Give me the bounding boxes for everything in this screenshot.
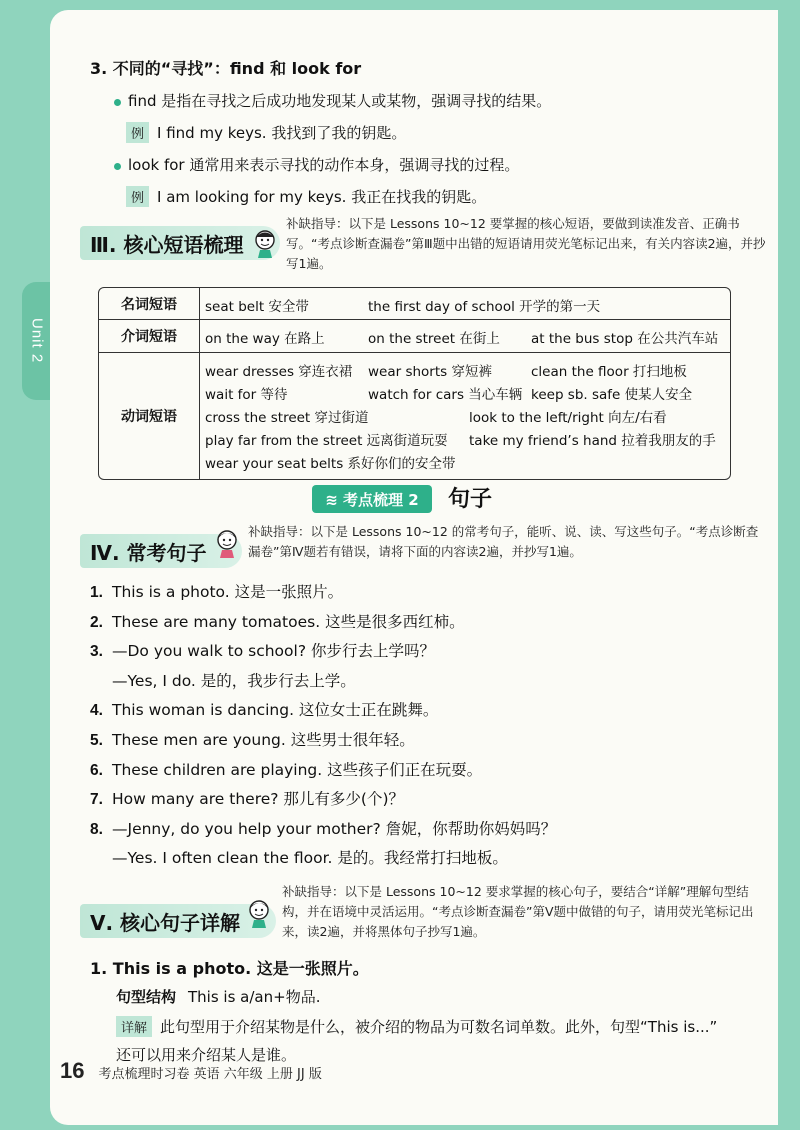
section-III-title: Ⅲ. 核心短语梳理 xyxy=(90,232,244,257)
kaodian-band: ≋ 考点梳理 2 xyxy=(312,485,432,513)
sentence-text: —Yes. I often clean the floor. 是的。我经常打扫地板。 xyxy=(112,849,508,868)
sentence-text: —Jenny, do you help your mother? 詹妮，你帮助你妈妈吗？ xyxy=(112,819,557,838)
sentence-item xyxy=(90,787,404,809)
sec3-example-2 xyxy=(126,186,486,207)
sentence-item xyxy=(90,639,435,661)
detail-tag: 详解 xyxy=(116,1016,152,1037)
sentence-item xyxy=(90,698,438,720)
sec3-example-1 xyxy=(126,122,406,143)
sentence-text: How many are there? 那儿有多少(个)？ xyxy=(112,790,405,809)
sentence-number: 5. xyxy=(90,732,103,749)
phrase: on the way 在路上 xyxy=(205,331,325,347)
structure-text: This is a/an+物品. xyxy=(188,988,321,1006)
sentence-item xyxy=(90,580,343,602)
sec3-title: 3. 不同的“寻找”：find 和 look for xyxy=(90,59,362,78)
sentence-number: 6. xyxy=(90,761,103,779)
sentence-number: 3. xyxy=(90,643,103,661)
section-V-title: Ⅴ. 核心句子详解 xyxy=(90,910,241,935)
sentence-text: This is a photo. 这是一张照片。 xyxy=(112,583,344,601)
footer xyxy=(60,1058,322,1084)
sentence-item xyxy=(90,846,508,868)
example-tag: 例 xyxy=(126,122,149,143)
phrase: clean the floor 打扫地板 xyxy=(531,364,687,380)
sec3-bullet-find: find 是指在寻找之后成功地发现某人或某物，强调寻找的结果。 xyxy=(128,92,552,110)
sentence-number: 8. xyxy=(90,820,103,838)
sentence-text: These men are young. 这些男士很年轻。 xyxy=(112,731,415,749)
sec3-bullet-lookfor: look for 通常用来表示寻找的动作本身，强调寻找的过程。 xyxy=(128,156,520,174)
detail-text-1: 此句型用于介绍某物是什么，被介绍的物品为可数名词单数。此外，句型“This is...” xyxy=(160,1018,718,1036)
unit-tab xyxy=(22,282,52,400)
structure-line xyxy=(116,986,320,1007)
section-IV-note: 补缺指导：以下是 Lessons 10~12 的常考句子，能听、说、读、写这些句子。“考点诊断查漏卷”第Ⅳ题若有错误，请将下面的内容读2遍，并抄写1遍。 xyxy=(248,524,759,559)
sentence-item xyxy=(90,610,465,632)
phrase: watch for cars 当心车辆 xyxy=(368,387,523,403)
sentence-number: 2. xyxy=(90,613,103,631)
sentence-text: This woman is dancing. 这位女士正在跳舞。 xyxy=(112,701,439,720)
example-tag: 例 xyxy=(126,186,149,207)
phrase: wear your seat belts 系好你们的安全带 xyxy=(205,456,456,472)
band-title: 句子 xyxy=(448,487,493,512)
phrase: look to the left/right 向左/右看 xyxy=(469,410,667,426)
section-V-note: 补缺指导：以下是 Lessons 10~12 要求掌握的核心句子，要结合“详解”理解句型结构，并在语境中灵活运用。“考点诊断查漏卷”第Ⅴ题中做错的句子，请用荧光笔标记出来，读2遍，并将黑体句子抄写1遍。 xyxy=(282,884,754,939)
detail-text-2: 还可以用来介绍某人是谁。 xyxy=(116,1046,297,1064)
phrase: the first day of school 开学的第一天 xyxy=(368,299,601,315)
row-head-noun: 名词短语 xyxy=(99,288,200,320)
phrase: seat belt 安全带 xyxy=(205,299,309,315)
sentence-text: —Do you walk to school? 你步行去上学吗？ xyxy=(112,642,435,661)
student-icon xyxy=(214,528,240,558)
example-text: I am looking for my keys. 我正在找我的钥匙。 xyxy=(157,188,487,206)
phrase: play far from the street 远离街道玩耍 xyxy=(205,433,448,449)
bullet-dot xyxy=(114,99,121,106)
sentence-number: 4. xyxy=(90,702,103,720)
phrase-table xyxy=(98,287,731,480)
unit-tab-label: Unit 2 xyxy=(28,318,46,364)
page-number: 16 xyxy=(60,1058,85,1083)
footer-text: 考点梳理时习卷 英语 六年级 上册 JJ 版 xyxy=(98,1067,322,1082)
sentence-text: These children are playing. 这些孩子们正在玩耍。 xyxy=(112,760,483,779)
row-head-prep: 介词短语 xyxy=(99,320,200,353)
structure-label: 句型结构 xyxy=(116,988,177,1006)
sentence-item xyxy=(90,817,556,839)
section-IV-title: Ⅳ. 常考句子 xyxy=(90,540,207,565)
example-text: I find my keys. 我找到了我的钥匙。 xyxy=(157,124,407,142)
section-III-header xyxy=(80,226,280,260)
section-III-note: 补缺指导：以下是 Lessons 10~12 要掌握的核心短语，要做到读准发音、正确书写。“考点诊断查漏卷”第Ⅲ题中出错的短语请用荧光笔标记出来，有关内容读2遍，并抄写1遍。 xyxy=(286,216,766,271)
sentence-number: 1. xyxy=(90,584,103,601)
sentence-number: 7. xyxy=(90,791,103,809)
phrase: wear dresses 穿连衣裙 xyxy=(205,364,353,380)
row-head-verb: 动词短语 xyxy=(99,353,200,479)
bullet-dot xyxy=(114,163,121,170)
page xyxy=(50,10,778,1125)
phrase: cross the street 穿过街道 xyxy=(205,410,369,426)
student-icon xyxy=(252,228,278,258)
phrase: wear shorts 穿短裤 xyxy=(368,364,492,380)
phrase: at the bus stop 在公共汽车站 xyxy=(531,331,719,347)
sentence-item xyxy=(90,669,356,691)
sentence-text: —Yes, I do. 是的，我步行去上学。 xyxy=(112,671,356,690)
sentence-item xyxy=(90,728,415,750)
detail-line-1 xyxy=(116,1016,717,1037)
phrase: wait for 等待 xyxy=(205,387,288,403)
sec5-sentence-1: 1. This is a photo. 这是一张照片。 xyxy=(90,959,369,978)
sentence-item xyxy=(90,758,482,780)
student-icon xyxy=(246,898,272,928)
phrase: take my friend’s hand 拉着我朋友的手 xyxy=(469,433,716,449)
sentence-text: These are many tomatoes. 这些是很多西红柿。 xyxy=(112,612,465,631)
phrase: keep sb. safe 使某人安全 xyxy=(531,387,693,403)
phrase: on the street 在街上 xyxy=(368,331,500,347)
